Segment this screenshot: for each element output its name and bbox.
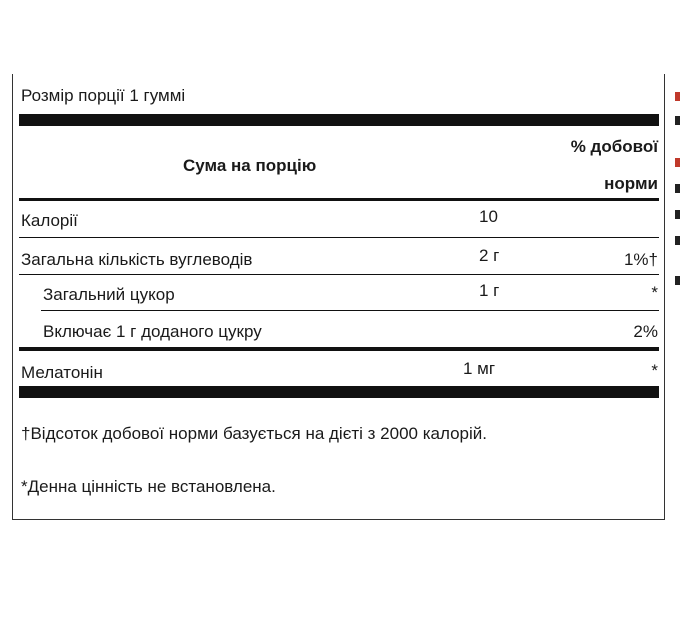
row-melatonin-name: Мелатонін (21, 363, 103, 382)
adjacent-panel-edge (675, 0, 680, 630)
footnote-asterisk: *Денна цінність не встановлена. (21, 477, 276, 496)
clipped-glyph (675, 236, 680, 245)
serving-size: Розмір порції 1 гуммі (21, 86, 186, 105)
thick-divider (19, 386, 659, 398)
row-added-sugar-name: Включає 1 г доданого цукру (43, 322, 262, 341)
clipped-glyph (675, 158, 680, 167)
row-carbs-dv: 1%† (623, 250, 658, 269)
clipped-glyph (675, 116, 680, 125)
clipped-glyph (675, 210, 680, 219)
footnote-dagger: †Відсоток добової норми базується на дієті з 2000 калорій. (21, 424, 488, 443)
amount-per-serving-header: Сума на порцію (183, 156, 317, 175)
row-divider (41, 310, 659, 311)
row-sugar-name: Загальний цукор (43, 285, 175, 304)
section-divider (19, 347, 659, 351)
row-carbs-name: Загальна кількість вуглеводів (21, 250, 253, 269)
header-divider (19, 198, 659, 201)
row-sugar-amount: 1 г (479, 281, 500, 300)
row-carbs-amount: 2 г (479, 246, 500, 265)
row-sugar-dv: * (651, 283, 658, 302)
row-melatonin-dv: * (651, 361, 658, 380)
row-added-sugar-dv: 2% (633, 322, 658, 341)
row-calories-name: Калорії (21, 211, 78, 230)
supplement-facts-panel (12, 74, 665, 520)
clipped-glyph (675, 184, 680, 193)
thick-divider (19, 114, 659, 126)
clipped-glyph (675, 92, 680, 101)
row-divider (19, 237, 659, 238)
row-divider (19, 274, 659, 275)
daily-value-header-line1: % добової (570, 137, 658, 156)
daily-value-header-line2: норми (604, 174, 658, 193)
clipped-glyph (675, 276, 680, 285)
row-calories-amount: 10 (479, 207, 498, 226)
row-melatonin-amount: 1 мг (463, 359, 496, 378)
